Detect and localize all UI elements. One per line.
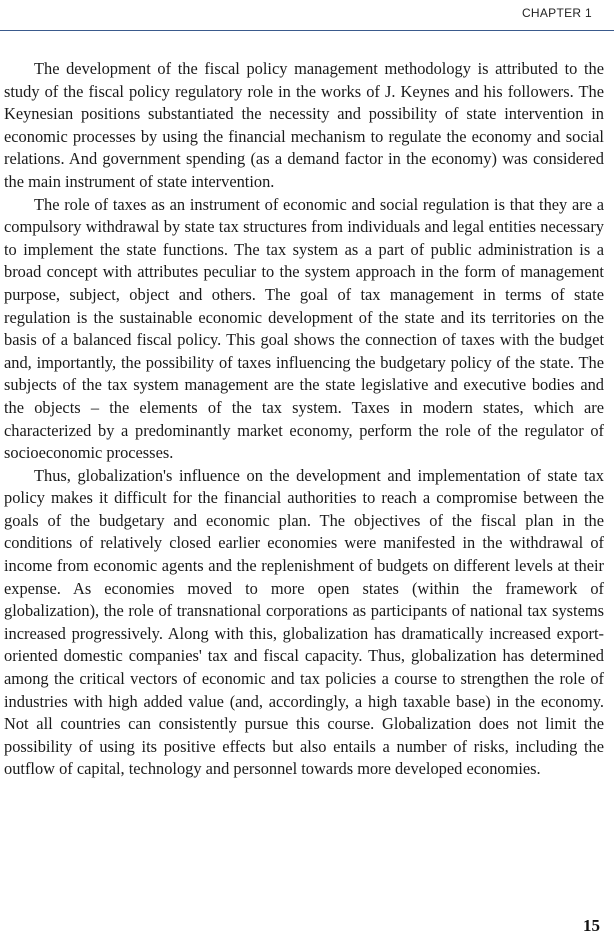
- header-rule: [0, 30, 614, 31]
- paragraph: Thus, globalization's influence on the development and implementation of state tax policy makes it difficult for the financial authorities to reach a compromise between the goals of the budgetary and economic plan. The objectives of the fiscal plan in the conditions of relatively closed earlier economies were manifested in the withdrawal of income from economic agents and the replenishment of budgets on different levels at their expense. As economies moved to more open states (within the framework of globalization), the role of transnational corporations as participants of national tax systems increased progressively. Along with this, globalization has dramatically increased export-oriented domestic companies' tax and fiscal capacity. Thus, globalization has determined among the critical vectors of economic and tax policies a course to strengthen the role of industries with high added value (and, accordingly, a high taxable base) in the economy. Not all countries can consistently pursue this course. Globalization does not limit the possibility of using its positive effects but also entails a number of risks, including the outflow of capital, technology and personnel towards more developed economies.: [4, 465, 604, 779]
- paragraph: The role of taxes as an instrument of economic and social regulation is that they are a compulsory withdrawal by state tax structures from individuals and legal entities necessary to implement the state functions. The tax system as a part of public administration is a broad concept with attributes peculiar to the system approach in the form of management purpose, subject, object and others. The goal of tax management in terms of state regulation is the sustainable economic development of the state and its territories on the basis of a balanced fiscal policy. This goal shows the connection of taxes with the budget and, importantly, the possibility of taxes influencing the budgetary policy of the state. The subjects of the tax system management are the state legislative and executive bodies and the objects – the elements of the tax system. Taxes in modern states, which are characterized by a predominantly market economy, perform the role of the regulator of socioeconomic processes.: [4, 194, 604, 463]
- chapter-header: CHAPTER 1: [521, 6, 592, 20]
- body-text: [4, 58, 604, 781]
- paragraph: The development of the fiscal policy management methodology is attributed to the study of the fiscal policy regulatory role in the works of J. Keynes and his followers. The Keynesian positions substantiated the necessity and possibility of state intervention in economic processes by using the financial mechanism to regulate the economy and social relations. And government spending (as a demand factor in the economy) was considered the main instrument of state intervention.: [4, 59, 604, 191]
- page-number: 15: [583, 916, 600, 935]
